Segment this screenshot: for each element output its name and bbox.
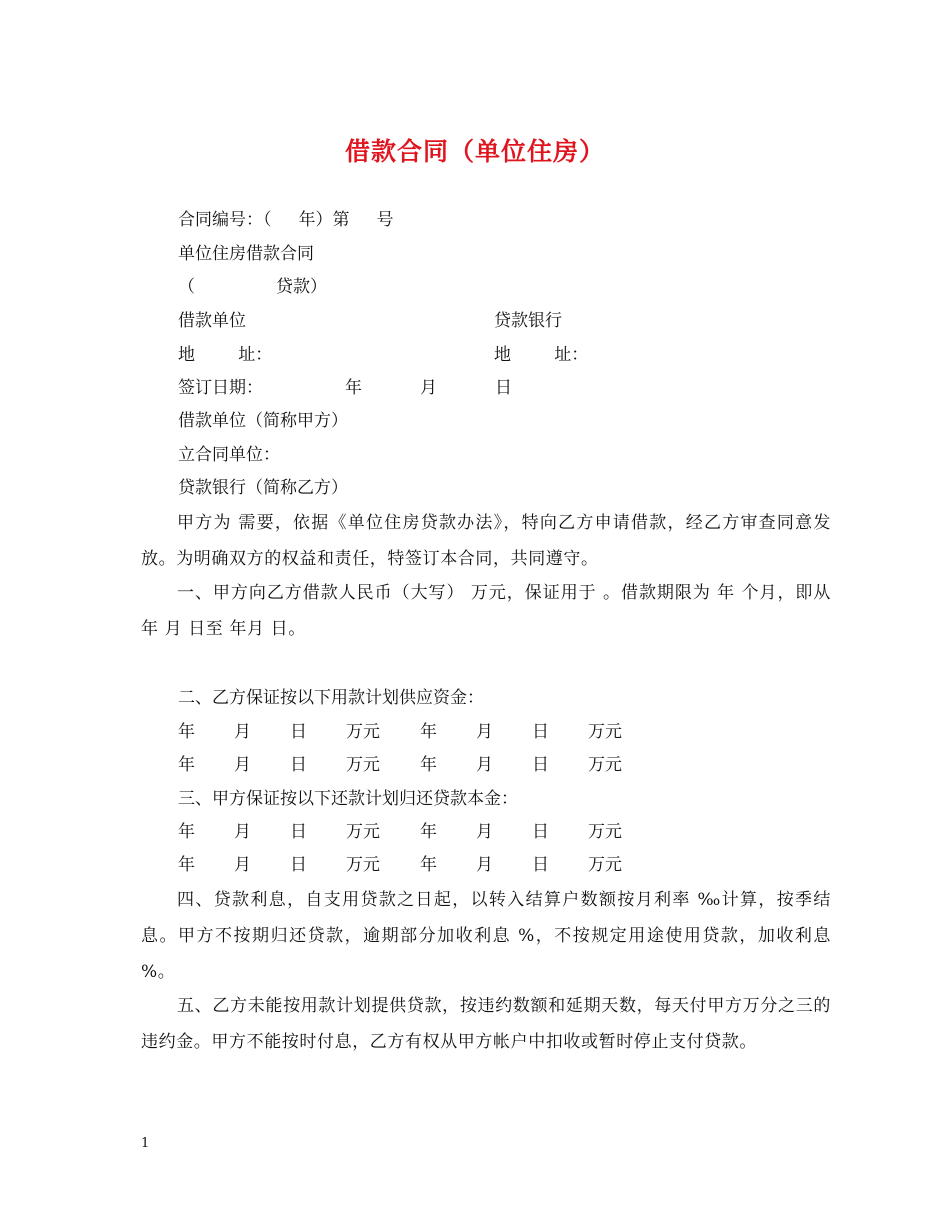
loan-type-line: （ 贷款） <box>178 277 328 297</box>
contract-number-line: 合同编号：（ 年）第 号 <box>178 210 394 230</box>
schedule-cell: 日 <box>532 822 549 842</box>
schedule-cell: 年 <box>178 755 195 775</box>
schedule-cell: 日 <box>290 755 307 775</box>
contract-unit-line: 立合同单位： <box>178 445 280 465</box>
schedule-cell: 年 <box>420 822 437 842</box>
schedule-cell: 日 <box>532 722 549 742</box>
schedule-cell: 万元 <box>346 822 380 842</box>
sign-date-label: 签订日期： <box>178 378 263 398</box>
lender-address-label: 地 址： <box>494 345 589 365</box>
schedule-cell: 万元 <box>588 722 622 742</box>
schedule-cell: 月 <box>234 755 251 775</box>
schedule-cell: 万元 <box>588 855 622 875</box>
schedule-cell: 万元 <box>588 755 622 775</box>
schedule-cell: 万元 <box>346 755 380 775</box>
schedule-cell: 万元 <box>346 855 380 875</box>
schedule-cell: 万元 <box>346 722 380 742</box>
schedule-cell: 年 <box>178 722 195 742</box>
lender-label: 贷款银行 <box>494 311 562 331</box>
clause-1-paragraph: 一、甲方向乙方借款人民币（大写） 万元，保证用于 。借款期限为 年 个月，即从 年 月 日至 年月 日。 <box>141 583 831 639</box>
borrower-label: 借款单位 <box>178 311 246 331</box>
schedule-cell: 年 <box>420 722 437 742</box>
schedule-cell: 月 <box>234 722 251 742</box>
schedule-cell: 日 <box>532 755 549 775</box>
intro-paragraph: 甲方为 需要，依据《单位住房贷款办法》，特向乙方申请借款，经乙方审查同意发放。为明确双方的权益和责任，特签订本合同，共同遵守。 <box>141 513 831 569</box>
schedule-cell: 月 <box>476 755 493 775</box>
borrower-address-label: 地 址： <box>178 345 273 365</box>
schedule-cell: 月 <box>234 855 251 875</box>
clause-4-paragraph: 四、贷款利息，自支用贷款之日起，以转入结算户数额按月利率 ‰计算，按季结息。甲方不按期归还贷款，逾期部分加收利息 %，不按规定用途使用贷款，加收利息 %。 <box>141 890 831 982</box>
sign-date-year: 年 <box>345 378 362 398</box>
schedule-cell: 月 <box>234 822 251 842</box>
clause-5-paragraph: 五、乙方未能按用款计划提供贷款，按违约数额和延期天数，每天付甲方万分之三的违约金。甲方不能按时付息，乙方有权从甲方帐户中扣收或暂时停止支付贷款。 <box>141 996 831 1052</box>
schedule-cell: 月 <box>476 822 493 842</box>
schedule-cell: 年 <box>178 855 195 875</box>
schedule-cell: 日 <box>290 855 307 875</box>
schedule-cell: 日 <box>532 855 549 875</box>
schedule-cell: 万元 <box>588 822 622 842</box>
party-b-line: 贷款银行（简称乙方） <box>178 478 348 498</box>
sign-date-month: 月 <box>420 378 437 398</box>
page-number: 1 <box>141 1136 150 1151</box>
schedule-cell: 年 <box>420 755 437 775</box>
schedule-cell: 年 <box>178 822 195 842</box>
clause-2-heading: 二、乙方保证按以下用款计划供应资金： <box>178 688 484 708</box>
contract-name-line: 单位住房借款合同 <box>178 244 314 264</box>
schedule-cell: 年 <box>420 855 437 875</box>
schedule-cell: 月 <box>476 722 493 742</box>
sign-date-day: 日 <box>495 378 512 398</box>
schedule-cell: 日 <box>290 822 307 842</box>
clause-3-heading: 三、甲方保证按以下还款计划归还贷款本金： <box>178 789 518 809</box>
page-title: 借款合同（单位住房） <box>344 137 605 166</box>
schedule-cell: 日 <box>290 722 307 742</box>
schedule-cell: 月 <box>476 855 493 875</box>
party-a-line: 借款单位（简称甲方） <box>178 411 348 431</box>
